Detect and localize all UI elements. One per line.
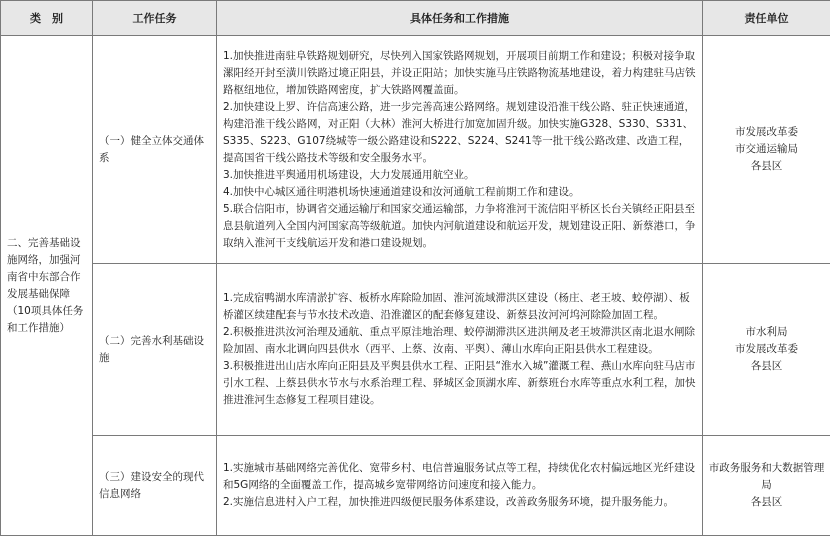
measure-item: 3.加快推进平舆通用机场建设，大力发展通用航空业。 — [223, 168, 475, 181]
responsible-unit: 各县区 — [750, 496, 783, 508]
measures-cell — [217, 436, 703, 536]
header-row — [1, 1, 830, 36]
responsible-unit: 市水利局 — [745, 326, 788, 338]
responsible-unit: 市政务服务和大数据管理局 — [708, 462, 825, 491]
header-category: 类 别 — [1, 1, 93, 36]
measures-cell — [217, 264, 703, 436]
header-task: 工作任务 — [93, 1, 217, 36]
responsible-unit: 市发展改革委 — [735, 126, 798, 138]
measure-item: 5.联合信阳市，协调省交通运输厅和国家交通运输部，力争将淮河干流信阳平桥区长台关镇经正阳县至息县航道列入全国内河国家高等级航道。加快内河航道建设和航运开发，规划建设正阳、新蔡港口，争取纳入淮河干支线航运开发和港口建设规划。 — [223, 202, 696, 249]
task-cell: （二）完善水利基础设施 — [93, 264, 217, 436]
measures-cell — [217, 36, 703, 264]
responsible-cell — [703, 436, 830, 536]
table-row — [1, 264, 830, 436]
responsible-unit: 各县区 — [750, 160, 783, 172]
responsible-cell — [703, 264, 830, 436]
header-responsible: 责任单位 — [703, 1, 830, 36]
measure-item: 2.实施信息进村入户工程，加快推进四级便民服务体系建设，改善政务服务环境，提升服务能力。 — [223, 496, 675, 508]
measure-item: 1.加快推进南驻阜铁路规划研究，尽快列入国家铁路网规划，开展项目前期工作和建设；积极对接争取漯阳经开封至潢川铁路过境正阳县，并设正阳站；加快实施马庄铁路物流基地建设，着力构建驻马店铁路枢纽地位，增加铁路网密度，扩大铁路网覆盖面。 — [223, 49, 696, 96]
header-measures: 具体任务和工作措施 — [217, 1, 703, 36]
task-cell: （三）建设安全的现代信息网络 — [93, 436, 217, 536]
measure-item: 4.加快中心城区通往明港机场快速通道建设和汝河通航工程前期工作和建设。 — [223, 185, 580, 198]
measure-item: 2.加快建设上罗、许信高速公路，进一步完善高速公路网络。规划建设沿淮干线公路、驻正快速通道，构建沿淮干线公路网，对正阳（大林）淮河大桥进行加宽加固升级。加快实施G328、S330、S331、S335、S223、G107绕城等一级公路建设和S222、S224、S241等一批干线公路改建、改造工程，提高国省干线公路技术等级和安全服务水平。 — [223, 100, 696, 164]
responsible-unit: 市发展改革委 — [735, 343, 798, 355]
measure-item: 1.完成宿鸭湖水库清淤扩容、板桥水库除险加固、淮河流域滞洪区建设（杨庄、老王坡、蛟停湖）、板桥灌区续建配套与节水技术改造、沿淮灌区的配套修复建设、新蔡县汝河河坞河除险加固工程。 — [223, 292, 690, 321]
task-cell: （一）健全立体交通体系 — [93, 36, 217, 264]
responsible-unit: 市交通运输局 — [735, 143, 798, 155]
responsible-unit: 各县区 — [750, 360, 783, 372]
category-cell: 二、完善基础设施网络，加强河南省中东部合作发展基础保障（10项具体任务和工作措施） — [1, 36, 93, 536]
responsible-cell — [703, 36, 830, 264]
measure-item: 2.积极推进洪汝河治理及通航、重点平原洼地治理、蛟停湖滞洪区进洪闸及老王坡滞洪区南北退水闸除险加固、南水北调向四县供水（西平、上蔡、汝南、平舆）、薄山水库向正阳县供水工程建设。 — [223, 326, 696, 355]
table-row — [1, 36, 830, 264]
measure-item: 3.积极推进出山店水库向正阳县及平舆县供水工程、正阳县“淮水入城”灌溉工程、燕山水库向驻马店市引水工程、上蔡县供水节水与水系治理工程、驿城区金顶湖水库、新蔡班台水库等重点水利工程，加快推进淮河生态修复工程项目建设。 — [223, 360, 696, 406]
measure-item: 1.实施城市基础网络完善优化、宽带乡村、电信普遍服务试点等工程，持续优化农村偏远地区光纤建设和5G网络的全面覆盖工作，提高城乡宽带网络访问速度和接入能力。 — [223, 462, 696, 491]
table-row — [1, 436, 830, 536]
